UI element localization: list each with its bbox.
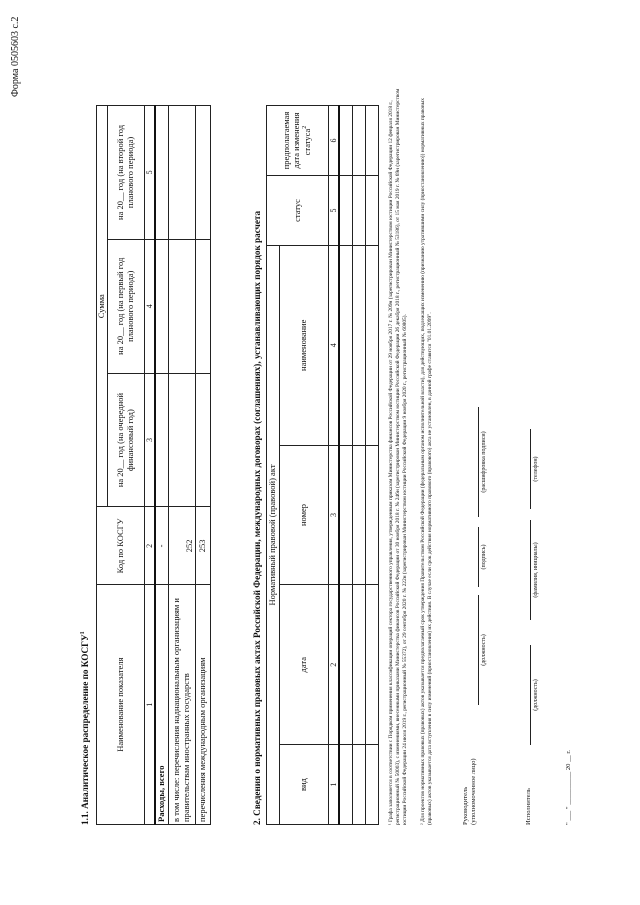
row-code: 253 (196, 507, 211, 585)
table-row (196, 106, 211, 825)
col-number: 2 (145, 507, 156, 585)
value-cell[interactable] (155, 239, 169, 373)
act-cell[interactable] (353, 585, 366, 745)
value-cell[interactable] (155, 373, 169, 507)
phone-line[interactable] (530, 429, 531, 509)
table-row (339, 106, 353, 825)
footnote-1: ¹ Графа заполняется в соответствии с Порядком применения классификации операций сектора государственного управления, утвержденным приказом Министерства финансов Российской Федерации от 29 ноября 2017 г. № 209н (зарегистрирован Министерством юстиции Российской Федерации 12 февраля 2018 г., регистрационный № 50003), с изменениями, внесенными приказами Министерства финансов Российской Федерации от 30 ноября 2018 г. № 246н (зарегистрирован Министерством юстиции Российской Федерации 26 декабря 2018 г., регистрационный № 53186), от 15 мая 2019 г. № 69н (зарегистрирован Министерством юстиции Российской Федерации 24 июля 2019 г., регистрационный № 55372), от 29 сентября 2020 г. № 222н (зарегистрирован Министерством юстиции Российской Федерации 9 ноября 2020 г., регистрационный № 60805). (388, 88, 409, 825)
act-cell[interactable] (366, 585, 379, 745)
act-cell[interactable] (353, 106, 366, 176)
col-number: 2 (329, 585, 340, 745)
col-number: 5 (145, 106, 156, 240)
value-cell[interactable] (196, 239, 211, 373)
header-year-1: на 20__ год (на очередной финансовый год) (108, 373, 145, 507)
col-number: 3 (329, 445, 340, 585)
table-row (353, 106, 366, 825)
caption-phone: (телефон) (533, 456, 539, 482)
header-name: наименование (280, 245, 329, 445)
position-line[interactable] (478, 595, 479, 705)
act-cell[interactable] (353, 745, 366, 825)
header-kosgu: Код по КОСГУ (97, 507, 145, 585)
act-cell[interactable] (366, 106, 379, 176)
col-number: 4 (145, 239, 156, 373)
value-cell[interactable] (155, 106, 169, 240)
row-code: - (155, 507, 169, 585)
value-cell[interactable] (169, 239, 196, 373)
caption-exec-position: (должность) (533, 679, 539, 711)
header-date: дата (280, 585, 329, 745)
col-number: 6 (329, 106, 340, 176)
header-act: Нормативный правовой (правовой) акт (267, 245, 280, 824)
caption-position: (должность) (481, 634, 487, 666)
head-label: Руководитель (462, 786, 469, 825)
signature-line[interactable] (478, 527, 479, 587)
act-cell[interactable] (366, 445, 379, 585)
act-cell[interactable] (366, 745, 379, 825)
col-number: 1 (145, 585, 156, 825)
header-number: номер (280, 445, 329, 585)
exec-position-line[interactable] (530, 645, 531, 745)
act-cell[interactable] (339, 176, 353, 246)
legal-acts-table (266, 105, 379, 825)
table-row (366, 106, 379, 825)
act-cell[interactable] (353, 245, 366, 445)
header-indicator: Наименование показателя (97, 585, 145, 825)
header-status: статус (267, 176, 329, 246)
row-label: перечисления международным организациям (196, 585, 211, 825)
date-line[interactable]: " ___ " __________ 20 __ г. (565, 750, 572, 825)
caption-name: (фамилия, инициалы) (533, 542, 539, 598)
value-cell[interactable] (169, 106, 196, 240)
act-cell[interactable] (339, 585, 353, 745)
col-number: 3 (145, 373, 156, 507)
col-number: 4 (329, 245, 340, 445)
act-cell[interactable] (339, 245, 353, 445)
act-cell[interactable] (353, 176, 366, 246)
row-label: в том числе: перечисления наднациональным организациям и правительствам иностранных государств (169, 585, 196, 825)
table-row (169, 106, 196, 825)
exec-name-line[interactable] (530, 520, 531, 620)
header-sum: Сумма (97, 106, 108, 507)
section1-title: 1.1. Аналитическое распределение по КОСГУ$^1$ (80, 631, 91, 825)
caption-signature: (подпись) (481, 544, 487, 570)
value-cell[interactable] (196, 373, 211, 507)
act-cell[interactable] (366, 176, 379, 246)
executor-label: Исполнитель (525, 788, 532, 825)
value-cell[interactable] (196, 106, 211, 240)
head-label-sub: (уполномоченное лицо) (470, 758, 477, 825)
table-row (155, 106, 169, 825)
row-code: 252 (169, 507, 196, 585)
section2-title: 2. Сведения о нормативных правовых актах Российской Федерации, международных договорах (соглашениях), устанавливающих порядок расчета (252, 210, 262, 825)
form-code: Форма 0505603 с.2 (10, 16, 21, 97)
caption-decoding: (расшифровка подписи) (481, 431, 487, 493)
header-year-3: на 20__ год (на второй год планового периода) (108, 106, 145, 240)
header-status-date: предполагаемая дата изменения статуса$^2$ (267, 106, 329, 176)
row-label: Расходы, всего (155, 585, 169, 825)
act-cell[interactable] (366, 245, 379, 445)
kosgu-table (96, 105, 211, 825)
col-number: 1 (329, 745, 340, 825)
footnote-2: ² Для проектов нормативных правовых (правовых) актов указывается предполагаемый срок утверждения Правительством Российской Федерации (федеральным органом исполнительной власти), для действующих, подлежащих изменению (признанию утратившими силу (приостановлению)) нормативных правовых (правовых) актов указывается дата вступления в силу изменений (приостановления) их действия. В случае если срок действия нормативного правового (правового) акта не установлен, в данной графе ставится "01.01.2099". (420, 98, 434, 825)
header-year-2: на 20__ год (на первый год планового периода) (108, 239, 145, 373)
act-cell[interactable] (353, 445, 366, 585)
act-cell[interactable] (339, 745, 353, 825)
col-number: 5 (329, 176, 340, 246)
decoding-line[interactable] (478, 407, 479, 517)
act-cell[interactable] (339, 445, 353, 585)
header-type: вид (280, 745, 329, 825)
act-cell[interactable] (339, 106, 353, 176)
value-cell[interactable] (169, 373, 196, 507)
